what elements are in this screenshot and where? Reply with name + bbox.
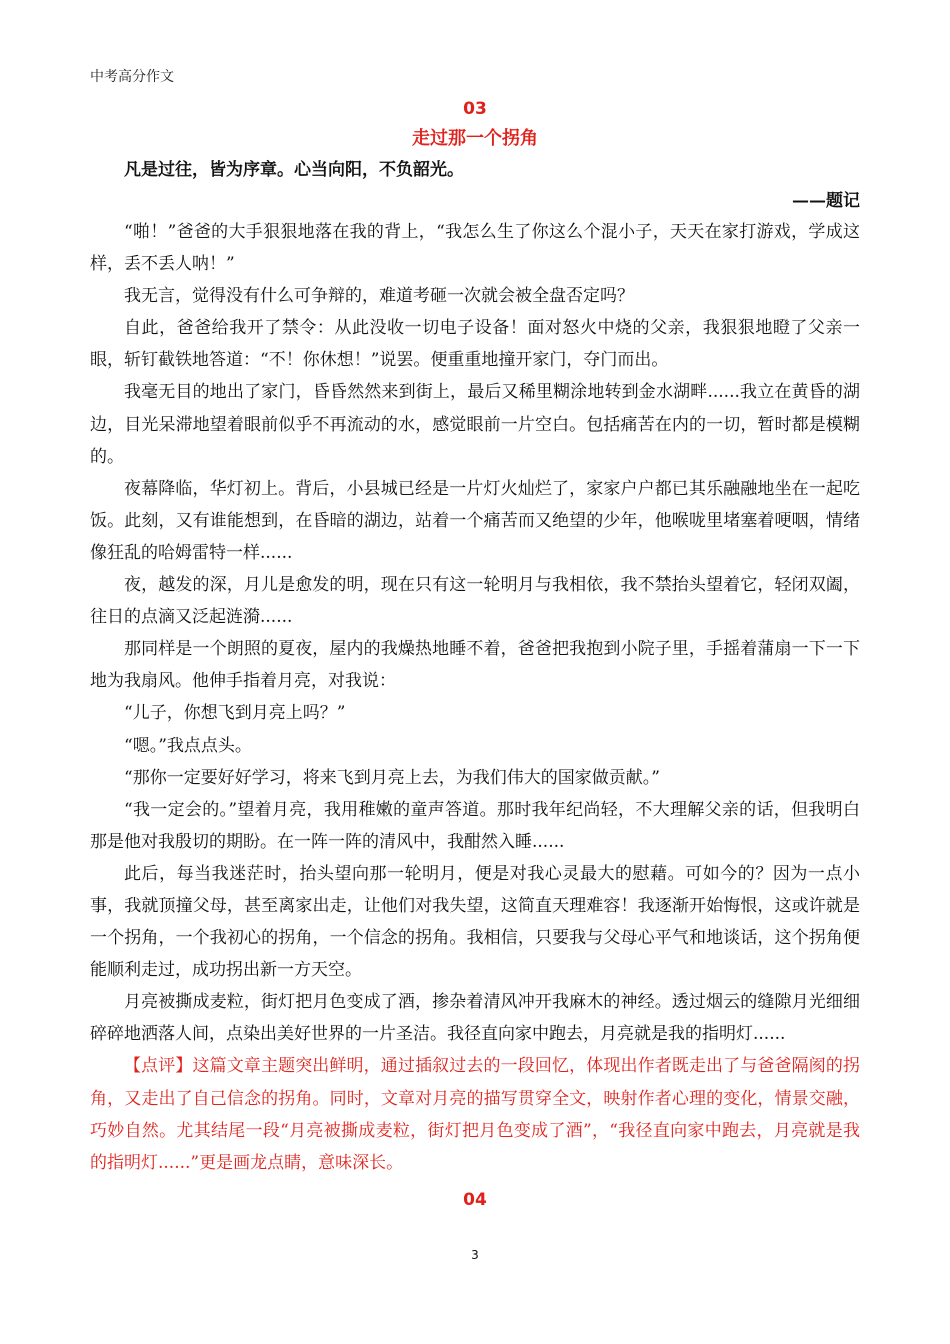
paragraph: 那同样是一个朗照的夏夜，屋内的我燥热地睡不着，爸爸把我抱到小院子里，手摇着蒲扇一下一下地为我扇风。他伸手指着月亮，对我说： bbox=[90, 639, 860, 692]
paragraph: 自此，爸爸给我开了禁令：从此没收一切电子设备！面对怒火中烧的父亲，我狠狠地瞪了父亲一眼，斩钉截铁地答道：“不！你休想！”说罢。便重重地撞开家门，夺门而出。 bbox=[90, 318, 860, 371]
paragraph: 此后，每当我迷茫时，抬头望向那一轮明月，便是对我心灵最大的慰藉。可如今的？因为一点小事，我就顶撞父母，甚至离家出走，让他们对我失望，这简直天理难容！我逐渐开始悔恨，这或许就是一个拐角，一个我初心的拐角，一个信念的拐角。我相信，只要我与父母心平气和地谈话，这个拐角便能顺利走过，成功拐出新一方天空。 bbox=[90, 863, 860, 981]
epigraph-signature: ——题记 bbox=[792, 191, 860, 211]
essay-body bbox=[90, 96, 860, 1213]
paragraph: “那你一定要好好学习，将来飞到月亮上去，为我们伟大的国家做贡献。” bbox=[124, 767, 660, 788]
paragraph: “嗯。”我点点头。 bbox=[124, 735, 252, 756]
paragraph: “我一定会的。”望着月亮，我用稚嫩的童声答道。那时我年纪尚轻，不大理解父亲的话，但我明白那是他对我殷切的期盼。在一阵一阵的清风中，我酣然入睡...... bbox=[90, 799, 860, 852]
review-comment: 【点评】这篇文章主题突出鲜明，通过插叙过去的一段回忆，体现出作者既走出了与爸爸隔阂的拐角，又走出了自己信念的拐角。同时，文章对月亮的描写贯穿全文，映射作者心理的变化，情景交融，巧妙自然。尤其结尾一段“月亮被撕成麦粒，街灯把月色变成了酒”，“我径直向家中跑去，月亮就是我的指明灯......”更是画龙点睛，意味深长。 bbox=[90, 1056, 860, 1173]
next-section-number: 04 bbox=[463, 1189, 487, 1210]
page-header: 中考高分作文 bbox=[90, 69, 174, 85]
paragraph: “儿子，你想飞到月亮上吗？” bbox=[124, 703, 346, 724]
paragraph: 夜，越发的深，月儿是愈发的明，现在只有这一轮明月与我相依，我不禁抬头望着它，轻闭双阖，往日的点滴又泛起涟漪...... bbox=[90, 575, 860, 628]
paragraph: 夜幕降临，华灯初上。背后，小县城已经是一片灯火灿烂了，家家户户都已其乐融融地坐在一起吃饭。此刻，又有谁能想到，在昏暗的湖边，站着一个痛苦而又绝望的少年，他喉咙里堵塞着哽咽，情绪像狂乱的哈姆雷特一样...... bbox=[90, 478, 860, 563]
page-number: 3 bbox=[471, 1248, 479, 1262]
essay-title: 走过那一个拐角 bbox=[412, 128, 538, 149]
paragraph: “啪！”爸爸的大手狠狠地落在我的背上，“我怎么生了你这么个混小子，天天在家打游戏，学成这样，丢不丢人呐！” bbox=[90, 222, 860, 275]
section-number: 03 bbox=[463, 99, 487, 119]
paragraph: 我毫无目的地出了家门，昏昏然然来到街上，最后又稀里糊涂地转到金水湖畔......我立在黄昏的湖边，目光呆滞地望着眼前似乎不再流动的水，感觉眼前一片空白。包括痛苦在内的一切，暂时都是模糊的。 bbox=[90, 382, 860, 467]
paragraph: 月亮被撕成麦粒，街灯把月色变成了酒，掺杂着清风冲开我麻木的神经。透过烟云的缝隙月光细细碎碎地洒落人间，点染出美好世界的一片圣洁。我径直向家中跑去，月亮就是我的指明灯...... bbox=[90, 992, 860, 1045]
epigraph: 凡是过往，皆为序章。心当向阳，不负韶光。 bbox=[124, 160, 464, 180]
paragraph: 我无言，觉得没有什么可争辩的，难道考砸一次就会被全盘否定吗？ bbox=[124, 286, 634, 307]
